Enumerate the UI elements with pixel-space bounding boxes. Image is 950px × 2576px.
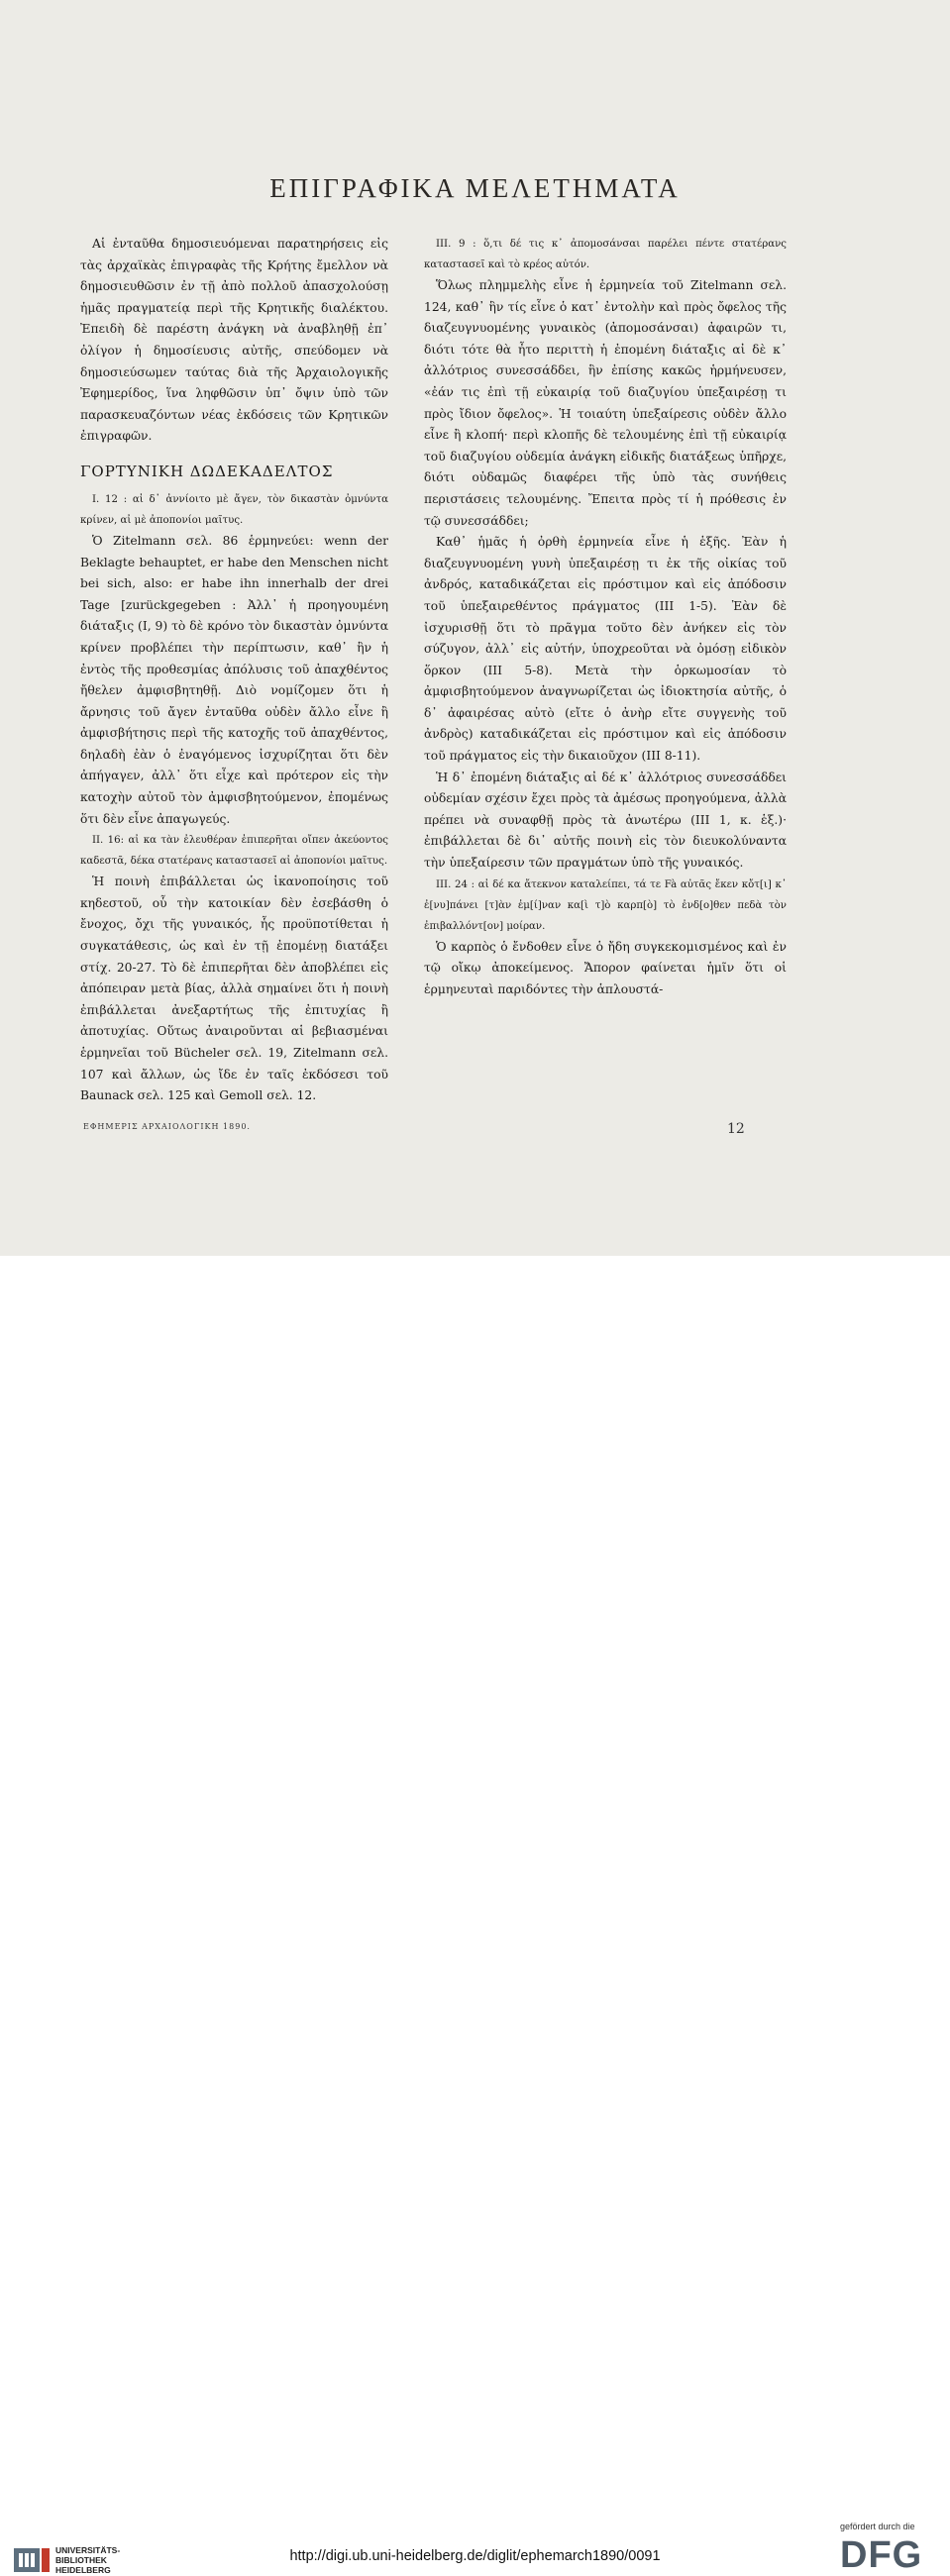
paragraph: Καθ᾽ ἡμᾶς ἡ ὀρθὴ ἑρμηνεία εἶνε ἡ ἑξῆς. Ἐὰν ἡ διαζευγνυομένη γυνὴ ὑπεξαιρέσῃ τι ἐκ τῆς οἰκίας τοῦ ἀνδρός, καταδικάζεται εἰς πρόστιμον καὶ εἰς ἀπόδοσιν τοῦ ὑπεξαιρεθέντος πράγματος (III 1-5). Ἐὰν δὲ ἰσχυρισθῇ ὅτι τὸ πρᾶγμα τοῦτο δὲν ἀνήκεν εἰς τὸν σύζυγον, ἀλλ᾽ εἰς αὐτήν, ὑποχρεοῦται νὰ ὀμόσῃ εἰδικὸν ὅρκον (III 5-8). Μετὰ τὴν ὁρκωμοσίαν τὸ ἀμφισβητούμενον ἀναγνωρίζεται ὡς ἰδιοκτησία αὐτῆς, ὁ δ᾽ ἀφαιρέσας αὐτὸ (εἴτε ὁ ἀνὴρ εἴτε συγγενὴς τοῦ ἀνδρὸς) καταδικάζεται εἰς πρόστιμον καὶ εἰς ἀπόδοσιν τοῦ πράγματος εἰς τὴν δικαιοῦχον (III 8-11).: [424, 535, 787, 764]
paragraph: Ἡ ποινὴ ἐπιβάλλεται ὡς ἱκανοποίησις τοῦ κηδεστοῦ, οὗ τὴν κατοικίαν δὲν ἐσεβάσθη ὁ ἔνοχος, ὄχι τῆς γυναικός, ἧς προϋποτίθεται ἡ συγκατάθεσις, ὡς καὶ ἐν τῇ ἐπομένῃ διατάξει στίχ. 20-27. Τὸ δὲ ἐπιπερῆται δὲν ἀποβλέπει εἰς ἀπόπειραν μετὰ βίας, ἀλλὰ σημαίνει ὅτι ἡ ποινὴ ἐπιβάλλεται ἀνεξαρτήτως τῆς ἐπιτυχίας ἢ ἀποτυχίας. Οὕτως ἀναιροῦνται αἱ βεβιασμέναι ἑρμηνεῖαι τοῦ Bücheler σελ. 19, Zitelmann σελ. 107 καὶ ἄλλων, ὡς ἴδε ἐν ταῖς ἐκδόσεσι τοῦ Baunack σελ. 125 καὶ Gemoll σελ. 12.: [80, 875, 388, 1103]
inscription-quote: III. 9 : ὅ,τι δέ τις κ᾽ ἀπομοσάνσαι παρέλει πέντε στατέρανς καταστασεῖ καὶ τὸ κρέος αὐτόν.: [424, 239, 787, 270]
journal-footer: ΕΦΗΜΕΡΙΣ ΑΡΧΑΙΟΛΟΓΙΚΗ 1890.: [83, 1122, 251, 1131]
left-column: [80, 234, 388, 1107]
library-bar: [0, 1256, 950, 2576]
right-column: [424, 234, 787, 1000]
page-number: 12: [727, 1121, 745, 1137]
paragraph: Ὅλως πλημμελὴς εἶνε ἡ ἑρμηνεία τοῦ Zitelmann σελ. 124, καθ᾽ ἣν τίς εἶνε ὁ κατ᾽ ἐντολὴν καὶ πρὸς ὄφελος τῆς διαζευγνυομένης γυναικὸς (ἀπομοσάνσαι) ἀφαιρῶν τι, διότι τότε θὰ ἦτο περιττὴ ἡ ἐπομένη διάταξις αἰ δὲ κ᾽ ἀλλότριος συνεσσάδδει, ἣν ἐπίσης κακῶς ἡρμήνευσεν, «ἐάν τις ἐπὶ τῇ εὐκαιρίᾳ τοῦ διαζυγίου ὑπεξαιρέσῃ τι πρὸς ἴδιον ὄφελος». Ἡ τοιαύτη ὑπεξαίρεσις οὐδὲν ἄλλο εἶνε ἢ κλοπή· περὶ κλοπῆς δὲ τελουμένης ἐπὶ τῇ εὐκαιρίᾳ τοῦ διαζυγίου οὐδεμία ἀνάγκη εἰδικῆς διατάξεως ὑπῆρχε, διότι οὐδαμῶς διαφέρει τῆς ὑπὸ τὰς συνήθεις περιστάσεις τελουμένης. Ἔπειτα πρὸς τί ἡ πρόθεσις ἐν τῷ συνεσσάδδει;: [424, 278, 787, 528]
inscription-quote: III. 24 : αἰ δέ κα ἄτεκνον καταλείπει, τά τε Fà αὐτᾶς ἔκεν κὄτ[ι] κ᾽ ἐ[νυ]πάνει [τ]ὰν ἐμ[ί]ναν κα[ὶ τ]ὸ καρπ[ὸ] τὸ ἐνδ[ο]θεν πεδὰ τὸν ἐπιβαλλόντ[ον] μοίραν.: [424, 878, 787, 932]
scanned-page: [0, 0, 950, 1256]
sponsor-note: gefördert durch die: [840, 2522, 915, 2531]
inscription-quote: I. 12 : αἰ δ᾽ ἀννίοιτο μὲ ἄγεν, τὸν δικαστὰν ὀμνύντα κρίνεν, αἰ μὲ ἀποπονίοι μαῖτυς.: [80, 493, 388, 526]
paragraph: Ἡ δ᾽ ἐπομένη διάταξις αἰ δέ κ᾽ ἀλλότριος συνεσσάδδει οὐδεμίαν σχέσιν ἔχει πρὸς τὰ ἀμέσως προηγούμενα, ἀλλὰ πρέπει νὰ συναφθῇ πρὸς τὰ ἀνωτέρω (III 1, κ. ἑξ.)· ἐπιβάλλεται δὲ δι᾽ αὐτῆς ποινὴ εἰς τὸν διευκολύναντα τὴν ὑπεξαίρεσιν τῶν πραγμάτων ὑπὸ τῆς γυναικός.: [424, 770, 787, 871]
institution-line: UNIVERSITÄTS-: [55, 2545, 121, 2555]
article-title: ΕΠΙΓΡΑΦΙΚΑ ΜΕΛΕΤΗΜΑΤΑ: [269, 173, 681, 203]
paragraph: Ὁ καρπὸς ὁ ἔνδοθεν εἶνε ὁ ἤδη συγκεκομισμένος καὶ ἐν τῷ οἴκῳ ἀποκείμενος. Ἄπορον φαίνεται ἡμῖν ὅτι οἱ ἑρμηνευταὶ παριδόντες τὴν ἁπλουστά-: [424, 939, 787, 996]
institution-line: BIBLIOTHEK: [55, 2555, 107, 2565]
paragraph: Ὁ Zitelmann σελ. 86 ἑρμηνεύει: wenn der Beklagte behauptet, er habe den Menschen nicht bei sich, also: er habe ihn innerhalb der drei Tage [zurückgegeben : Ἀλλ᾽ ἡ προηγουμένη διάταξις (I, 9) τὸ δὲ κρόνο τὸν δικαστὰν ὀμνύντα κρίνεν προβλέπει τὴν περίπτωσιν, καθ᾽ ἣν ἡ ἐντὸς τῆς προθεσμίας ἀπόλυσις τοῦ ἀπαχθέντος ἤθελεν ἀμφισβητηθῇ. Διὸ νομίζομεν ὅτι ἡ ἄρνησις τοῦ ἄγεν ἐνταῦθα οὐδὲν ἄλλο εἶνε ἢ ἀμφισβήτησις περὶ τῆς κατοχῆς τοῦ ἀπαχθέντος, δηλαδὴ ἐὰν ὁ ἐναγόμενος ἰσχυρίζηται ὅτι δὲν ἀπήγαγεν, ἀλλ᾽ ὅτι εἶχε καὶ πρότερον εἰς τὴν κατοχὴν αὐτοῦ τὸν ἀμφισβητούμενον, ἐπομένως ὅτι δὲν εἶνε ἀπαγωγεύς.: [80, 533, 388, 826]
paragraph: Αἱ ἐνταῦθα δημοσιευόμεναι παρατηρήσεις εἰς τὰς ἀρχαϊκὰς ἐπιγραφὰς τῆς Κρήτης ἔμελλον νὰ δημοσιευθῶσιν ἐν τῇ ἀπὸ πολλοῦ ἀπασχολούσῃ ἡμᾶς πραγματείᾳ περὶ τῆς Κρητικῆς διαλέκτου. Ἐπειδὴ δὲ παρέστη ἀνάγκη νὰ ἀναβληθῇ ἐπ᾽ ὀλίγον ἡ δημοσίευσις αὐτῆς, σπεύδομεν νὰ δημοσιεύσωμεν ταύτας διὰ τῆς Ἀρχαιολογικῆς Ἐφημερίδος, ἵνα ληφθῶσιν ὑπ᾽ ὄψιν ὑπὸ τῶν παρασκευαζόντων νέας ἐκδόσεις τῶν Κρητικῶν ἐπιγραφῶν.: [80, 237, 388, 444]
permalink-url[interactable]: http://digi.ub.uni-heidelberg.de/diglit/ephemarch1890/0091: [289, 2548, 661, 2564]
section-heading: ΓΟΡΤΥΝΙΚΗ ΔΩΔΕΚΑΔΕΛΤΟΣ: [80, 462, 334, 480]
inscription-quote: II. 16: αἰ κα τὰν ἐλευθέραν ἐπιπερῆται οἴπεν ἀκεύοντος καδεστᾶ, δέκα στατέρανς καταστασεῖ αἰ ἀποπονίοι μαῖτυς.: [80, 835, 388, 868]
dfg-logo: DFG: [840, 2534, 923, 2576]
institution-line: HEIDELBERG: [55, 2565, 111, 2575]
